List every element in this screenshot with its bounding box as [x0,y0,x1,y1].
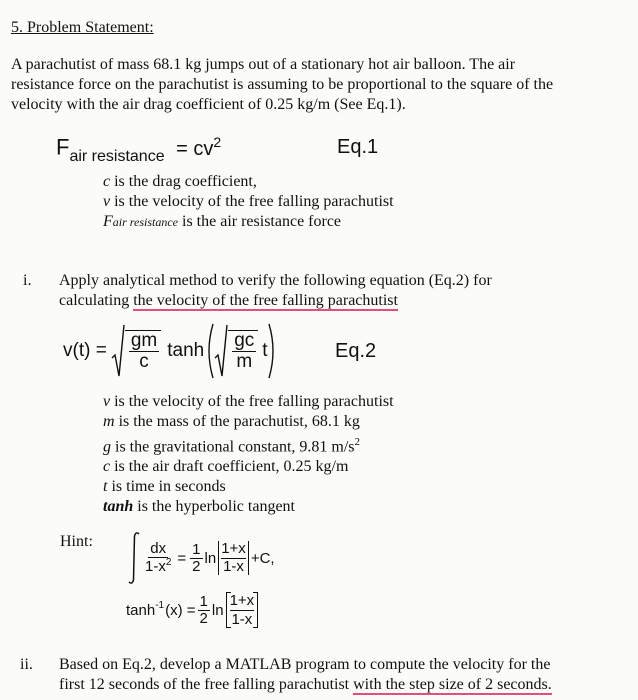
def2-g: g is the gravitational constant, 9.81 $m/s^2$ [103,436,361,456]
equation-2 [63,322,278,380]
item-ii-line-2: first 12 seconds of the free falling parachutist with the step size of 2 seconds. [59,676,552,693]
sqrt-radical-icon [214,324,228,378]
right-paren-icon [268,323,278,379]
hint-integral-formula: $\frac{dx}{1-x^2}$ = $\frac{1}{2}$ ln 1+x 1-x +C, [127,530,275,586]
highlight-velocity: the velocity of the free falling parachutist [133,292,398,309]
def2-c: c is the air draft coefficient, 0.25 kg/m [103,458,349,476]
hint-arctanh-formula: tanh $^{-1}$ (x) = $\frac{1}{2}$ ln 1+x 1-x [126,585,258,635]
item-ii-number: ii. [20,656,33,673]
eq2-t: t [262,340,268,361]
item-ii-line-1: Based on Eq.2, develop a MATLAB program to compute the velocity for the [59,656,551,673]
item-ii-text [59,655,629,695]
def-c: c is the drag coefficient, [103,173,257,190]
def-f: Fair resistance is the air resistance force [103,213,342,230]
equation-1 [56,134,222,165]
left-paren-icon [204,323,214,379]
item-i-line-1: Apply analytical method to verify the following equation (Eq.2) for [59,272,492,289]
intro-line-3: velocity with the air drag coefficient of 0.25 kg/m (See Eq.1). [11,96,406,113]
intro-line-2: resistance force on the parachutist is assuming to be proportional to the square of the [11,76,554,93]
integral-sign-icon [127,531,141,585]
def-v: v is the velocity of the free falling parachutist [103,193,394,210]
abs-value-fraction: 1+x 1-x [218,541,249,575]
eq2-label: Eq.2 [335,340,377,362]
eq1-definitions [103,172,394,232]
eq2-lhs: v(t) = [63,340,107,361]
eq1-rhs: = cv [176,137,214,160]
item-i-line-2: calculating the velocity of the free falling parachutist [59,292,398,309]
item-i-text [59,271,619,311]
eq2-tanh: tanh [167,340,205,361]
hint-label: Hint: [60,533,93,550]
eq1-force-subscript: air resistance [69,147,165,165]
intro-paragraph [11,55,631,115]
def2-tanh: tanh is the hyperbolic tangent [103,498,295,516]
highlight-step-size: with the step size of 2 seconds. [353,676,552,693]
bracket-fraction: 1+x 1-x [226,592,259,628]
eq1-rhs-exponent: 2 [213,134,222,150]
def2-t: t is time in seconds [103,478,226,496]
eq2-sqrt-gm-c: $\frac{gm}{c}$ [111,324,161,378]
problem-heading: 5. Problem Statement: [11,19,154,36]
def2-v: v is the velocity of the free falling parachutist [103,393,394,410]
sqrt-radical-icon [111,324,125,378]
def2-m: m is the mass of the parachutist, 68.1 kg [103,413,360,430]
eq2-definitions [103,392,394,517]
eq1-label: Eq.1 [337,136,379,158]
eq1-force-symbol: F [56,134,70,160]
eq2-sqrt-gc-m: $\frac{gc}{m}$ [214,324,258,378]
intro-line-1: A parachutist of mass 68.1 kg jumps out of a stationary hot air balloon. The air [11,56,516,73]
item-i-number: i. [23,272,32,289]
